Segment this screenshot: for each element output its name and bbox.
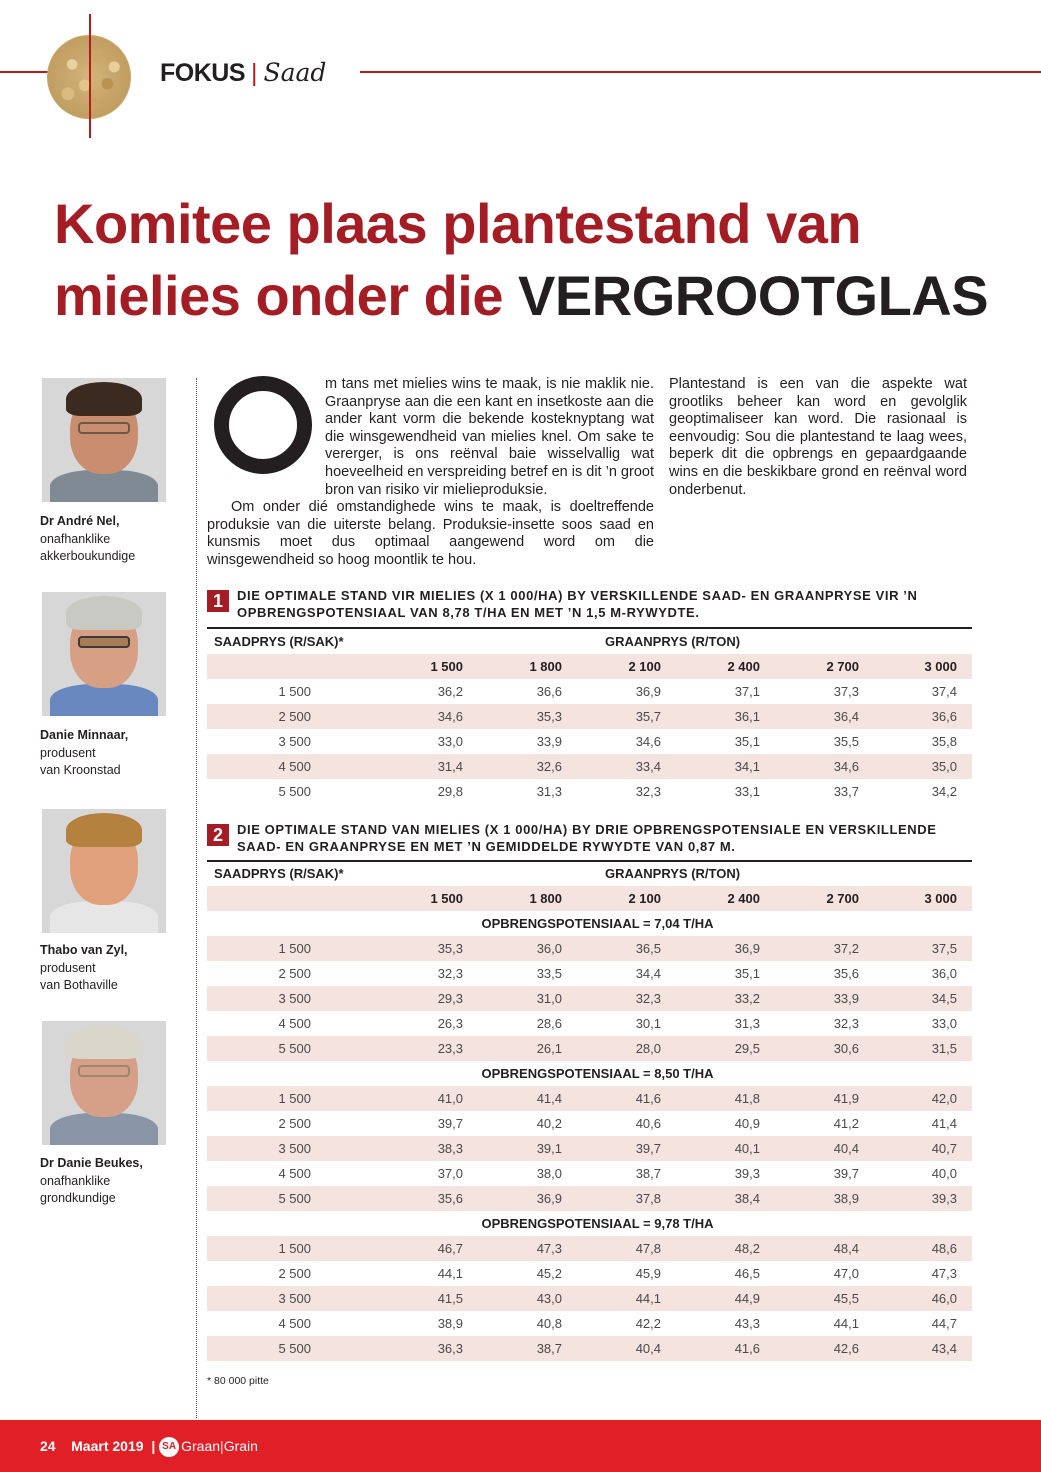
table-cell: 40,0 <box>931 1166 957 1181</box>
table-cell: 26,3 <box>437 1016 463 1031</box>
table-row <box>207 961 972 986</box>
sa-graan-logo-icon: SA <box>159 1437 179 1457</box>
table-row <box>207 704 972 729</box>
avatar <box>42 1021 166 1145</box>
article-column-1 <box>207 376 654 570</box>
table-cell: 28,6 <box>536 1016 562 1031</box>
table-cell: 38,0 <box>536 1166 562 1181</box>
table-footnote: * 80 000 pitte <box>207 1375 269 1387</box>
avatar <box>42 809 166 933</box>
table-cell: 45,9 <box>635 1266 661 1281</box>
yield-potential-label: OPBRENGSPOTENSIAAL = 8,50 T/HA <box>481 1066 714 1081</box>
table-cell: 29,5 <box>734 1041 760 1056</box>
table-cell: 48,2 <box>734 1241 760 1256</box>
table-cell: 31,5 <box>931 1041 957 1056</box>
table-cell: 23,3 <box>437 1041 463 1056</box>
table-header-row <box>207 654 972 679</box>
table-cell: 28,0 <box>635 1041 661 1056</box>
table-cell: 38,4 <box>734 1191 760 1206</box>
header-rule-right <box>360 71 1041 73</box>
table-cell: 44,1 <box>635 1291 661 1306</box>
table-cell: 36,6 <box>931 709 957 724</box>
column-divider <box>196 378 197 1418</box>
table-number-badge: 1 <box>207 590 229 612</box>
row-label-cell: 4 500 <box>278 1316 311 1331</box>
table-cell: 33,7 <box>833 784 859 799</box>
table-cell: 37,5 <box>931 941 957 956</box>
row-label-cell: 3 500 <box>278 991 311 1006</box>
table-cell: 36,0 <box>931 966 957 981</box>
table-cell: 39,7 <box>437 1116 463 1131</box>
table-cell: 44,1 <box>437 1266 463 1281</box>
table-cell: 40,4 <box>635 1341 661 1356</box>
table-cell: 41,5 <box>437 1291 463 1306</box>
table-rule <box>207 627 972 629</box>
table-cell: 34,4 <box>635 966 661 981</box>
table-cell: 36,3 <box>437 1341 463 1356</box>
table-cell: 47,3 <box>536 1241 562 1256</box>
article-column-2 <box>669 376 967 499</box>
table-row <box>207 1011 972 1036</box>
yield-potential-label: OPBRENGSPOTENSIAAL = 9,78 T/HA <box>481 1216 714 1231</box>
column-header-cell: 2 700 <box>826 659 859 674</box>
column-header-cell: 2 700 <box>826 891 859 906</box>
row-label-cell: 1 500 <box>278 941 311 956</box>
table-cell: 36,5 <box>635 941 661 956</box>
row-label-cell: 3 500 <box>278 734 311 749</box>
table-cell: 35,1 <box>734 966 760 981</box>
column-group-label: GRAANPRYS (R/TON) <box>605 866 741 881</box>
table-row <box>207 1036 972 1061</box>
table-row <box>207 1161 972 1186</box>
table-cell: 35,6 <box>437 1191 463 1206</box>
table-cell: 37,1 <box>734 684 760 699</box>
table-cell: 31,0 <box>536 991 562 1006</box>
table-cell: 38,9 <box>833 1191 859 1206</box>
table-cell: 41,9 <box>833 1091 859 1106</box>
table-row <box>207 1286 972 1311</box>
table-cell: 42,6 <box>833 1341 859 1356</box>
magazine-name-grain: Grain <box>223 1438 258 1454</box>
table-cell: 35,7 <box>635 709 661 724</box>
column-header-cell: 2 400 <box>727 891 760 906</box>
table-cell: 48,6 <box>931 1241 957 1256</box>
table-cell: 35,3 <box>437 941 463 956</box>
table-cell: 46,5 <box>734 1266 760 1281</box>
column-header-cell: 2 400 <box>727 659 760 674</box>
table-cell: 35,3 <box>536 709 562 724</box>
article-paragraph: Plantestand is een van die aspekte wat grootliks beheer kan word en gevolglik geoptimaliseer kan word. Die rasionaal is eenvoudig: Sou die plantestand te laag wees, beperk dit die opbrengs en gepaardgaande wins en die beskikbare grond en reënval word onderbenut. <box>669 376 967 498</box>
table-cell: 42,2 <box>635 1316 661 1331</box>
table-cell: 39,3 <box>931 1191 957 1206</box>
table-cell: 34,6 <box>833 759 859 774</box>
table-cell: 48,4 <box>833 1241 859 1256</box>
table-cell: 37,3 <box>833 684 859 699</box>
table-cell: 39,1 <box>536 1141 562 1156</box>
table-cell: 32,6 <box>536 759 562 774</box>
table-cell: 35,1 <box>734 734 760 749</box>
table-row <box>207 779 972 804</box>
table1-heading <box>207 588 972 624</box>
table-row <box>207 679 972 704</box>
table-cell: 33,9 <box>536 734 562 749</box>
table-cell: 40,7 <box>931 1141 957 1156</box>
row-axis-label: SAADPRYS (R/SAK)* <box>214 634 344 649</box>
table-cell: 34,6 <box>437 709 463 724</box>
table-cell: 40,1 <box>734 1141 760 1156</box>
row-label-cell: 1 500 <box>278 684 311 699</box>
row-label-cell: 5 500 <box>278 1191 311 1206</box>
table-cell: 36,9 <box>734 941 760 956</box>
column-header-cell: 1 800 <box>529 891 562 906</box>
section-topic: Saad <box>263 58 327 87</box>
table-cell: 33,4 <box>635 759 661 774</box>
table-cell: 34,6 <box>635 734 661 749</box>
table-cell: 47,0 <box>833 1266 859 1281</box>
table-cell: 41,8 <box>734 1091 760 1106</box>
table-cell: 41,2 <box>833 1116 859 1131</box>
table-cell: 36,2 <box>437 684 463 699</box>
table-title: DIE OPTIMALE STAND VAN MIELIES (X 1 000/HA) BY DRIE OPBRENGSPOTENSIALE EN VERSKILLENDE SAAD- EN GRAANPRYSE EN MET ’N GEMIDDELDE RYWYDTE VAN 0,87 M. <box>237 822 937 854</box>
row-label-cell: 5 500 <box>278 1341 311 1356</box>
article-title <box>54 188 1014 332</box>
table-row <box>207 754 972 779</box>
table-cell: 40,2 <box>536 1116 562 1131</box>
section-separator: | <box>251 59 258 87</box>
title-line2-dark: VERGROOTGLAS <box>518 264 989 327</box>
table-cell: 46,0 <box>931 1291 957 1306</box>
table-row <box>207 936 972 961</box>
table-cell: 39,7 <box>833 1166 859 1181</box>
table-row <box>207 986 972 1011</box>
row-label-cell: 1 500 <box>278 1241 311 1256</box>
table-cell: 37,4 <box>931 684 957 699</box>
column-header-cell: 3 000 <box>924 659 957 674</box>
column-header-cell: 2 100 <box>628 659 661 674</box>
column-header-cell: 3 000 <box>924 891 957 906</box>
table-cell: 43,0 <box>536 1291 562 1306</box>
table-cell: 43,3 <box>734 1316 760 1331</box>
section-name: FOKUS <box>160 59 245 87</box>
table-cell: 32,3 <box>833 1016 859 1031</box>
header-rule-left <box>0 71 48 73</box>
table-cell: 41,4 <box>931 1116 957 1131</box>
table-cell: 40,9 <box>734 1116 760 1131</box>
table-cell: 36,4 <box>833 709 859 724</box>
table-cell: 29,8 <box>437 784 463 799</box>
row-label-cell: 2 500 <box>278 709 311 724</box>
table-cell: 41,6 <box>635 1091 661 1106</box>
table-cell: 32,3 <box>635 991 661 1006</box>
table-row <box>207 1311 972 1336</box>
table-cell: 33,0 <box>437 734 463 749</box>
table-cell: 34,5 <box>931 991 957 1006</box>
row-label-cell: 2 500 <box>278 1116 311 1131</box>
table-cell: 47,8 <box>635 1241 661 1256</box>
table-cell: 33,2 <box>734 991 760 1006</box>
table1-group-labels <box>207 630 972 654</box>
table-cell: 35,8 <box>931 734 957 749</box>
table-cell: 45,5 <box>833 1291 859 1306</box>
table-cell: 29,3 <box>437 991 463 1006</box>
row-axis-label: SAADPRYS (R/SAK)* <box>214 866 344 881</box>
title-line1: Komitee plaas plantestand van <box>54 192 862 255</box>
row-label-cell: 2 500 <box>278 966 311 981</box>
table-cell: 37,2 <box>833 941 859 956</box>
yield-potential-label: OPBRENGSPOTENSIAAL = 7,04 T/HA <box>481 916 714 931</box>
table-cell: 26,1 <box>536 1041 562 1056</box>
table-cell: 31,3 <box>734 1016 760 1031</box>
table-cell: 47,3 <box>931 1266 957 1281</box>
table-cell: 34,1 <box>734 759 760 774</box>
title-line2-red: mielies onder die <box>54 264 519 327</box>
table-cell: 35,5 <box>833 734 859 749</box>
table-number-badge: 2 <box>207 824 229 846</box>
table-cell: 43,4 <box>931 1341 957 1356</box>
table-row <box>207 1336 972 1361</box>
column-header-cell: 1 500 <box>430 891 463 906</box>
footer-separator: | <box>151 1438 156 1454</box>
issue-date: Maart 2019 <box>71 1438 144 1454</box>
table-row <box>207 1086 972 1111</box>
row-label-cell: 3 500 <box>278 1141 311 1156</box>
table-cell: 38,3 <box>437 1141 463 1156</box>
table-cell: 32,3 <box>437 966 463 981</box>
table-cell: 41,0 <box>437 1091 463 1106</box>
page-number: 24 <box>40 1438 56 1454</box>
table-cell: 36,9 <box>635 684 661 699</box>
table-cell: 42,0 <box>931 1091 957 1106</box>
contributor-caption: Dr André Nel, onafhanklike akkerboukundige <box>40 514 136 563</box>
row-label-cell: 5 500 <box>278 1041 311 1056</box>
table-cell: 36,9 <box>536 1191 562 1206</box>
table-cell: 30,1 <box>635 1016 661 1031</box>
contributor-caption: Thabo van Zyl, produsent van Bothaville <box>40 943 128 992</box>
row-label-cell: 3 500 <box>278 1291 311 1306</box>
table-cell: 37,8 <box>635 1191 661 1206</box>
table-cell: 40,4 <box>833 1141 859 1156</box>
column-header-cell: 2 100 <box>628 891 661 906</box>
table-cell: 36,0 <box>536 941 562 956</box>
article-paragraph: m tans met mielies wins te maak, is nie maklik nie. Graanpryse aan die een kant en insetkoste aan die ander kant vorm die bekende kosteknyptang wat die winsgewendheid van mielies knel. Om sake te vererger, is ons reënval baie wisselvallig wat hoeveelheid en verspreiding betref en is dit ’n groot bron van risiko vir mielieproduksie. <box>325 376 654 498</box>
table-cell: 38,7 <box>635 1166 661 1181</box>
contributor-caption: Dr Danie Beukes, onafhanklike grondkundige <box>40 1156 143 1205</box>
table2-heading <box>207 822 972 858</box>
table-cell: 33,1 <box>734 784 760 799</box>
table-row <box>207 729 972 754</box>
table-row <box>207 1136 972 1161</box>
table-cell: 32,3 <box>635 784 661 799</box>
row-label-cell: 5 500 <box>278 784 311 799</box>
table-cell: 39,3 <box>734 1166 760 1181</box>
table-cell: 46,7 <box>437 1241 463 1256</box>
table-cell: 34,2 <box>931 784 957 799</box>
table-title: DIE OPTIMALE STAND VIR MIELIES (X 1 000/HA) BY VERSKILLENDE SAAD- EN GRAANPRYSE VIR ’N OPBRENGSPOTENSIAAL VAN 8,78 T/HA EN MET ’N 1,5 M-RYWYDTE. <box>237 588 918 620</box>
column-header-cell: 1 500 <box>430 659 463 674</box>
table-row <box>207 1236 972 1261</box>
table-cell: 31,4 <box>437 759 463 774</box>
table-cell: 40,6 <box>635 1116 661 1131</box>
table-cell: 40,8 <box>536 1316 562 1331</box>
table-row <box>207 1261 972 1286</box>
table-cell: 44,9 <box>734 1291 760 1306</box>
column-header-cell: 1 800 <box>529 659 562 674</box>
article-paragraph: Om onder dié omstandighede wins te maak, is doeltreffende produksie van die uiterste belang. Produksie-insette soos saad en kunsmis moet dus optimaal aangewend word om die winsgewendheid so hoog moontlik te hou. <box>207 499 654 568</box>
table-cell: 41,6 <box>734 1341 760 1356</box>
table-cell: 36,1 <box>734 709 760 724</box>
table-cell: 38,9 <box>437 1316 463 1331</box>
section-header <box>160 56 326 90</box>
table-cell: 35,6 <box>833 966 859 981</box>
table-row <box>207 1111 972 1136</box>
table-cell: 35,0 <box>931 759 957 774</box>
table-cell: 30,6 <box>833 1041 859 1056</box>
table-cell: 44,7 <box>931 1316 957 1331</box>
table-cell: 44,1 <box>833 1316 859 1331</box>
table-cell: 33,0 <box>931 1016 957 1031</box>
table-cell: 33,9 <box>833 991 859 1006</box>
page-footer: 24 Maart 2019 | SA Graan|Grain <box>0 1420 1041 1472</box>
table2-group-labels <box>207 862 972 886</box>
row-label-cell: 4 500 <box>278 1016 311 1031</box>
table-header-row <box>207 886 972 911</box>
table-cell: 33,5 <box>536 966 562 981</box>
row-label-cell: 4 500 <box>278 1166 311 1181</box>
table-cell: 45,2 <box>536 1266 562 1281</box>
row-label-cell: 2 500 <box>278 1266 311 1281</box>
table-cell: 37,0 <box>437 1166 463 1181</box>
column-group-label: GRAANPRYS (R/TON) <box>605 634 741 649</box>
magazine-name-graan: Graan <box>181 1438 221 1454</box>
table-row <box>207 1186 972 1211</box>
contributor-caption: Danie Minnaar, produsent van Kroonstad <box>40 728 129 777</box>
table-cell: 31,3 <box>536 784 562 799</box>
table-cell: 39,7 <box>635 1141 661 1156</box>
table-cell: 41,4 <box>536 1091 562 1106</box>
table-cell: 38,7 <box>536 1341 562 1356</box>
crosshair-vertical <box>89 14 91 138</box>
table-cell: 36,6 <box>536 684 562 699</box>
avatar <box>42 592 166 716</box>
row-label-cell: 4 500 <box>278 759 311 774</box>
avatar <box>42 378 166 502</box>
row-label-cell: 1 500 <box>278 1091 311 1106</box>
